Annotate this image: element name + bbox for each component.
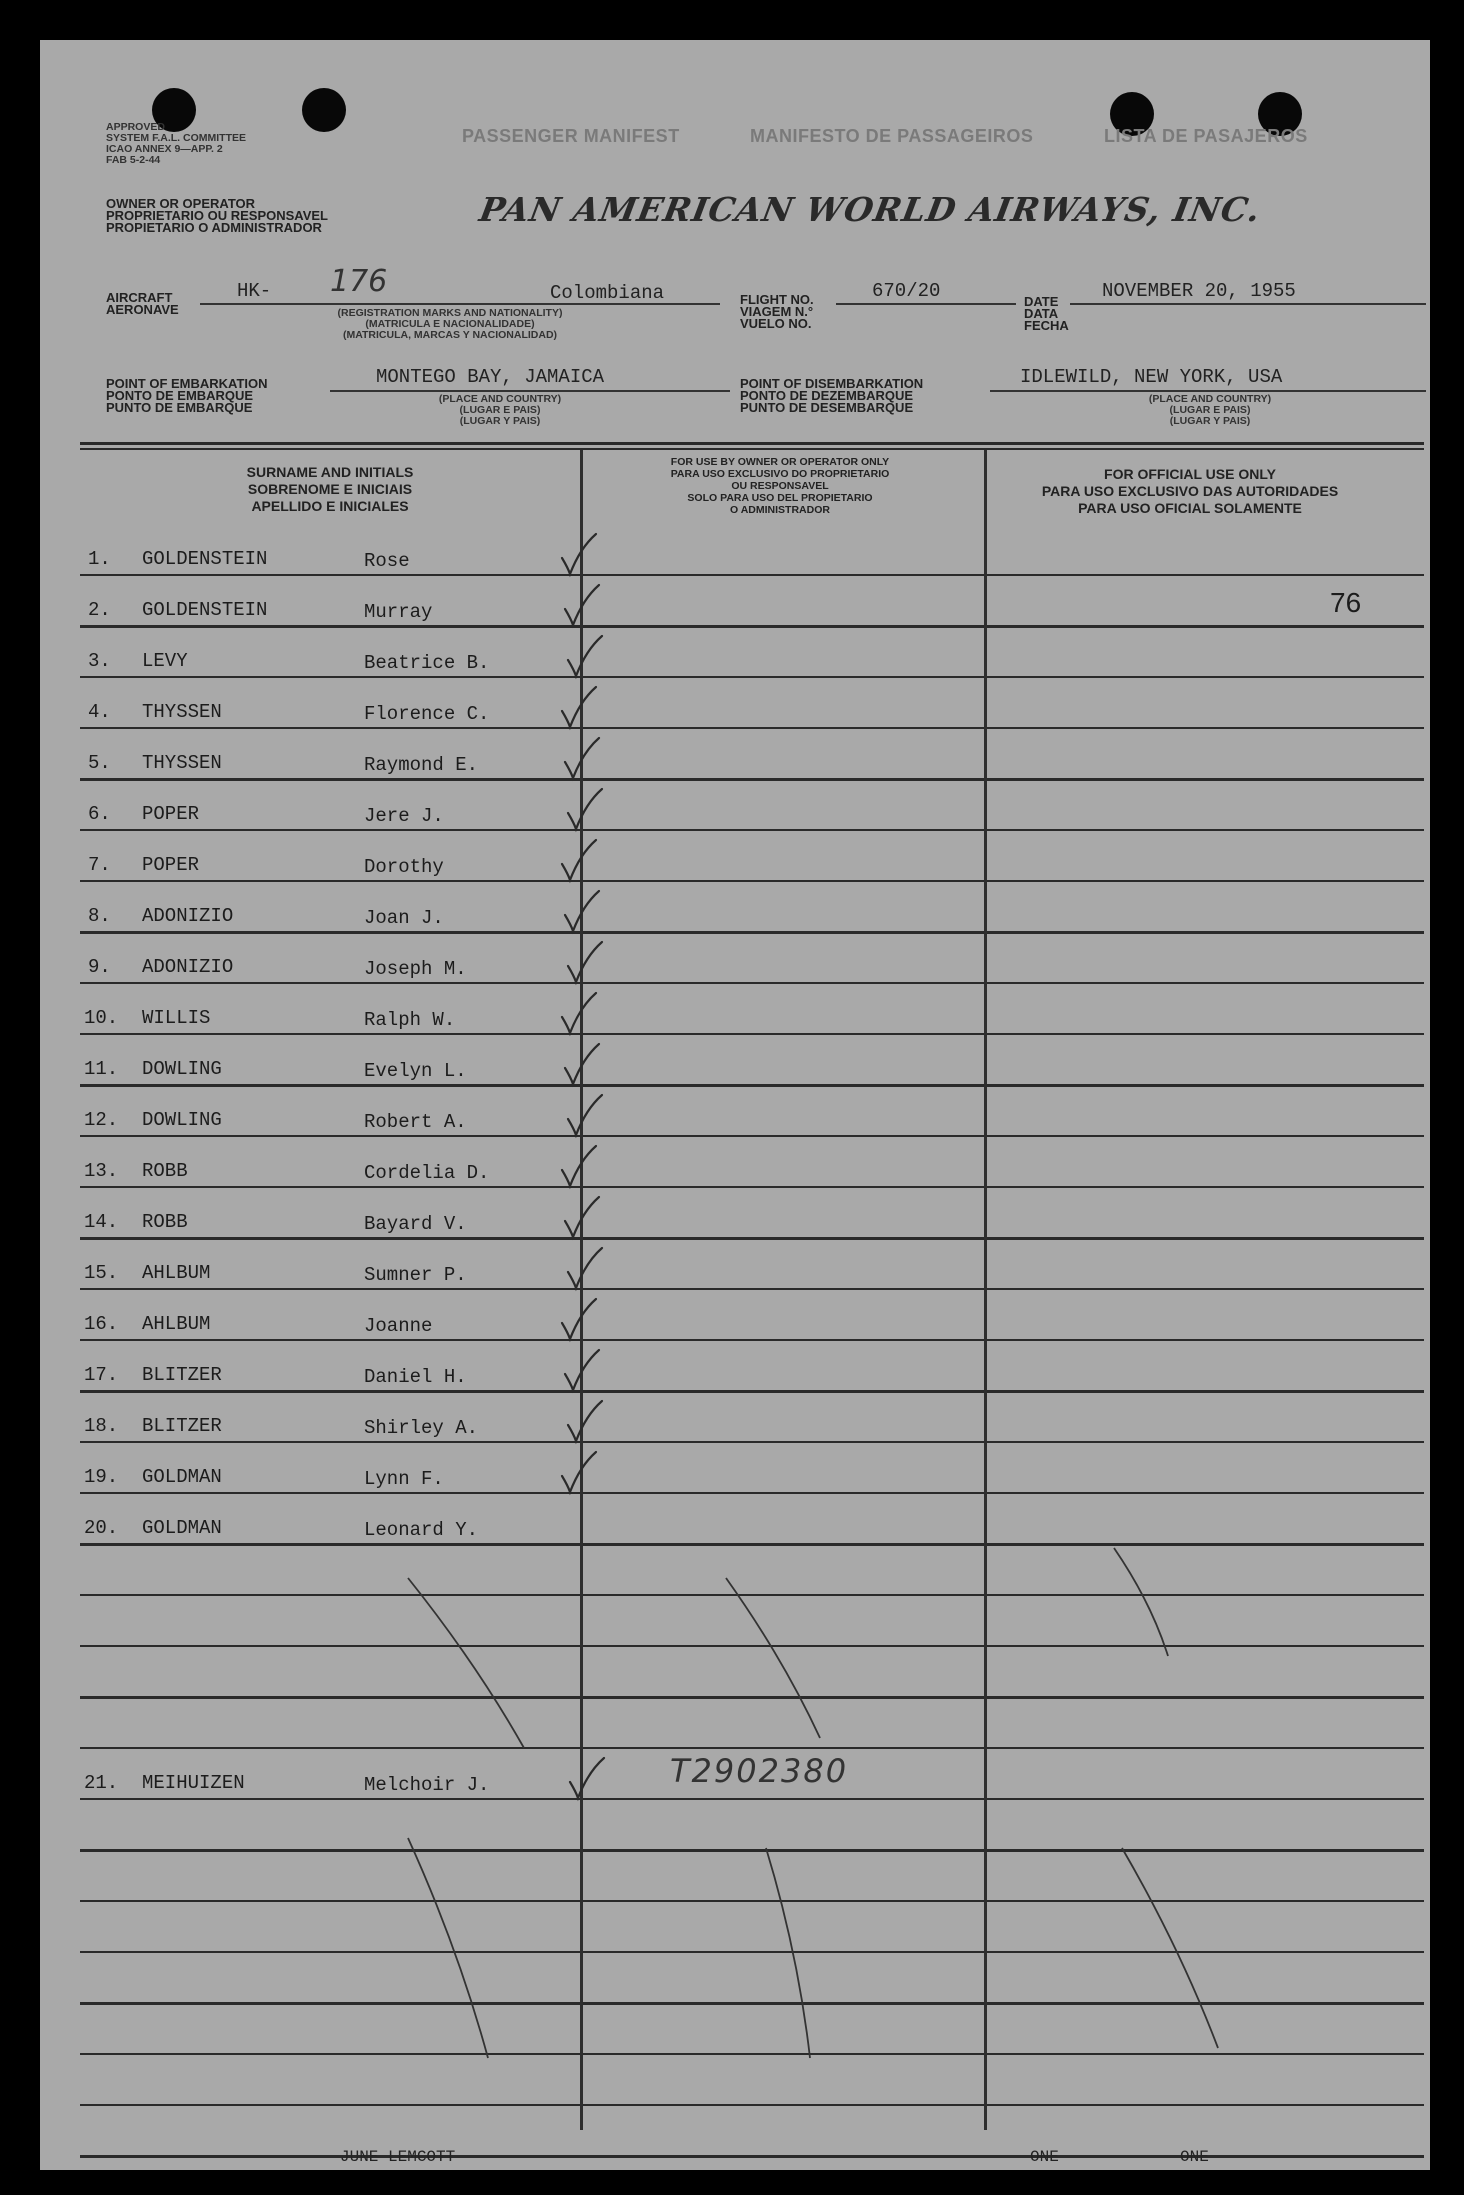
passenger-number: 2. <box>88 599 111 621</box>
passenger-number: 6. <box>88 803 111 825</box>
passenger-surname: AHLBUM <box>142 1262 211 1284</box>
passenger-number: 14. <box>84 1211 119 1233</box>
check-mark-icon <box>565 1197 599 1237</box>
passenger-surname: ROBB <box>142 1211 188 1233</box>
passenger-given-name: Jere J. <box>364 805 444 827</box>
passenger-number: 20. <box>84 1517 119 1539</box>
passenger-surname: GOLDENSTEIN <box>142 548 268 570</box>
passenger-number: 15. <box>84 1262 119 1284</box>
strike-line <box>1114 1548 1168 1656</box>
check-mark-icon <box>562 534 596 574</box>
passenger-number: 9. <box>88 956 111 978</box>
passenger-given-name: Bayard V. <box>364 1213 467 1235</box>
aircraft-sublabel: (REGISTRATION MARKS AND NATIONALITY) (MATRICULA E NACIONALIDADE) (MATRICULA, MARCAS Y NACIONALIDAD) <box>337 307 563 341</box>
col-header-operator: FOR USE BY OWNER OR OPERATOR ONLY PARA USO EXCLUSIVO DO PROPRIETARIO OU RESPONSAVEL SOLO PARA USO DEL PROPIETARIO O ADMINISTRADOR <box>670 456 890 516</box>
passenger-number: 12. <box>84 1109 119 1131</box>
check-mark-icon <box>568 636 602 676</box>
passenger-surname: MEIHUIZEN <box>142 1772 245 1794</box>
passenger-surname: THYSSEN <box>142 701 222 723</box>
passenger-number: 13. <box>84 1160 119 1182</box>
aircraft-number: 176 <box>330 264 388 299</box>
passenger-given-name: Murray <box>364 601 433 623</box>
passenger-surname: AHLBUM <box>142 1313 211 1335</box>
check-mark-icon <box>562 1299 596 1339</box>
passenger-surname: BLITZER <box>142 1415 222 1437</box>
check-mark-icon <box>568 1401 602 1441</box>
passenger-surname: ROBB <box>142 1160 188 1182</box>
check-mark-icon <box>565 585 599 625</box>
passenger-given-name: Ralph W. <box>364 1009 456 1031</box>
check-mark-icon <box>568 789 602 829</box>
passenger-given-name: Joanne <box>364 1315 433 1337</box>
disembarkation-place: IDLEWILD, NEW YORK, USA <box>1020 366 1283 388</box>
passenger-surname: ADONIZIO <box>142 956 234 978</box>
handwriting-layer <box>40 40 1430 2170</box>
check-mark-icon <box>565 738 599 778</box>
passenger-given-name: Dorothy <box>364 856 444 878</box>
passenger-given-name: Daniel H. <box>364 1366 467 1388</box>
footer-right: ONE <box>1180 2148 1209 2166</box>
passenger-surname: GOLDMAN <box>142 1466 222 1488</box>
passenger-number: 19. <box>84 1466 119 1488</box>
passenger-given-name: Robert A. <box>364 1111 467 1133</box>
passenger-number: 7. <box>88 854 111 876</box>
passenger-number: 4. <box>88 701 111 723</box>
embarkation-sublabel: (PLACE AND COUNTRY) (LUGAR E PAIS) (LUGAR Y PAIS) <box>438 393 562 427</box>
passenger-number: 18. <box>84 1415 119 1437</box>
strike-line <box>766 1848 810 2058</box>
passenger-given-name: Joan J. <box>364 907 444 929</box>
check-mark-icon <box>562 840 596 880</box>
passenger-given-name: Joseph M. <box>364 958 467 980</box>
passenger-surname: WILLIS <box>142 1007 211 1029</box>
passenger-number: 16. <box>84 1313 119 1335</box>
check-mark-icon <box>562 1146 596 1186</box>
strike-line <box>1122 1848 1218 2048</box>
passenger-given-name: Beatrice B. <box>364 652 490 674</box>
airline-name: PAN AMERICAN WORLD AIRWAYS, INC. <box>476 190 1264 229</box>
owner-label: OWNER OR OPERATOR PROPRIETARIO OU RESPONSAVEL PROPIETARIO O ADMINISTRADOR <box>106 196 328 235</box>
check-mark-icon <box>570 1758 604 1798</box>
embarkation-label: POINT OF EMBARKATION PONTO DE EMBARQUE PUNTO DE EMBARQUE <box>106 376 268 415</box>
passenger-given-name: Leonard Y. <box>364 1519 479 1541</box>
footer-left: JUNE LEMCOTT <box>340 2148 456 2166</box>
passenger-surname: DOWLING <box>142 1109 222 1131</box>
operator-note: T2902380 <box>670 1752 849 1790</box>
passenger-surname: GOLDENSTEIN <box>142 599 268 621</box>
check-mark-icon <box>565 1350 599 1390</box>
passenger-surname: POPER <box>142 803 200 825</box>
passenger-given-name: Shirley A. <box>364 1417 479 1439</box>
passenger-number: 10. <box>84 1007 119 1029</box>
check-mark-icon <box>568 1248 602 1288</box>
passenger-given-name: Cordelia D. <box>364 1162 490 1184</box>
strike-line <box>408 1578 524 1748</box>
passenger-number: 8. <box>88 905 111 927</box>
manifest-sheet <box>40 40 1430 2170</box>
check-mark-icon <box>562 993 596 1033</box>
passenger-surname: THYSSEN <box>142 752 222 774</box>
manifest-title-pt: MANIFESTO DE PASSAGEIROS <box>750 126 1034 146</box>
col-header-official: FOR OFFICIAL USE ONLY PARA USO EXCLUSIVO DAS AUTORIDADES PARA USO OFICIAL SOLAMENTE <box>1041 466 1339 516</box>
passenger-given-name: Raymond E. <box>364 754 479 776</box>
check-mark-icon <box>562 687 596 727</box>
passenger-number: 5. <box>88 752 111 774</box>
aircraft-nationality: Colombiana <box>550 282 665 304</box>
passenger-surname: GOLDMAN <box>142 1517 222 1539</box>
passenger-surname: ADONIZIO <box>142 905 234 927</box>
flight-date: NOVEMBER 20, 1955 <box>1102 280 1296 302</box>
check-mark-icon <box>565 1044 599 1084</box>
passenger-number: 11. <box>84 1058 119 1080</box>
passenger-number: 1. <box>88 548 111 570</box>
passenger-number: 17. <box>84 1364 119 1386</box>
passenger-given-name: Rose <box>364 550 410 572</box>
date-label: DATE DATA FECHA <box>1024 294 1069 333</box>
passenger-given-name: Sumner P. <box>364 1264 467 1286</box>
passenger-surname: LEVY <box>142 650 188 672</box>
embarkation-place: MONTEGO BAY, JAMAICA <box>376 366 605 388</box>
passenger-surname: BLITZER <box>142 1364 222 1386</box>
manifest-title-es: LISTA DE PASAJEROS <box>1104 126 1308 146</box>
disembarkation-label: POINT OF DISEMBARKATION PONTO DE DEZEMBARQUE PUNTO DE DESEMBARQUE <box>740 376 924 415</box>
passenger-number: 21. <box>84 1772 119 1794</box>
manifest-title-en: PASSENGER MANIFEST <box>462 126 680 146</box>
disembarkation-sublabel: (PLACE AND COUNTRY) (LUGAR E PAIS) (LUGAR Y PAIS) <box>1148 393 1272 427</box>
check-mark-icon <box>568 942 602 982</box>
footer-mid: ONE <box>1030 2148 1059 2166</box>
passenger-given-name: Evelyn L. <box>364 1060 467 1082</box>
approval-block: APPROVED SYSTEM F.A.L. COMMITTEE ICAO ANNEX 9—APP. 2 FAB 5-2-44 <box>106 121 247 166</box>
check-mark-icon <box>568 1095 602 1135</box>
passenger-number: 3. <box>88 650 111 672</box>
strike-line <box>726 1578 820 1738</box>
passenger-given-name: Lynn F. <box>364 1468 444 1490</box>
check-mark-icon <box>565 891 599 931</box>
passenger-given-name: Florence C. <box>364 703 490 725</box>
passenger-given-name: Melchoir J. <box>364 1774 490 1796</box>
flight-number: 670/20 <box>872 280 941 302</box>
passenger-surname: POPER <box>142 854 200 876</box>
strike-line <box>408 1838 488 2058</box>
col-header-name: SURNAME AND INITIALS SOBRENOME E INICIAIS APELLIDO E INICIALES <box>246 464 414 514</box>
check-mark-icon <box>562 1452 596 1492</box>
official-note: 76 <box>1330 587 1362 618</box>
aircraft-prefix: HK- <box>237 280 272 302</box>
flight-label: FLIGHT NO. VIAGEM N.° VUELO NO. <box>740 292 814 331</box>
aircraft-label: AIRCRAFT AERONAVE <box>106 290 179 317</box>
passenger-surname: DOWLING <box>142 1058 222 1080</box>
